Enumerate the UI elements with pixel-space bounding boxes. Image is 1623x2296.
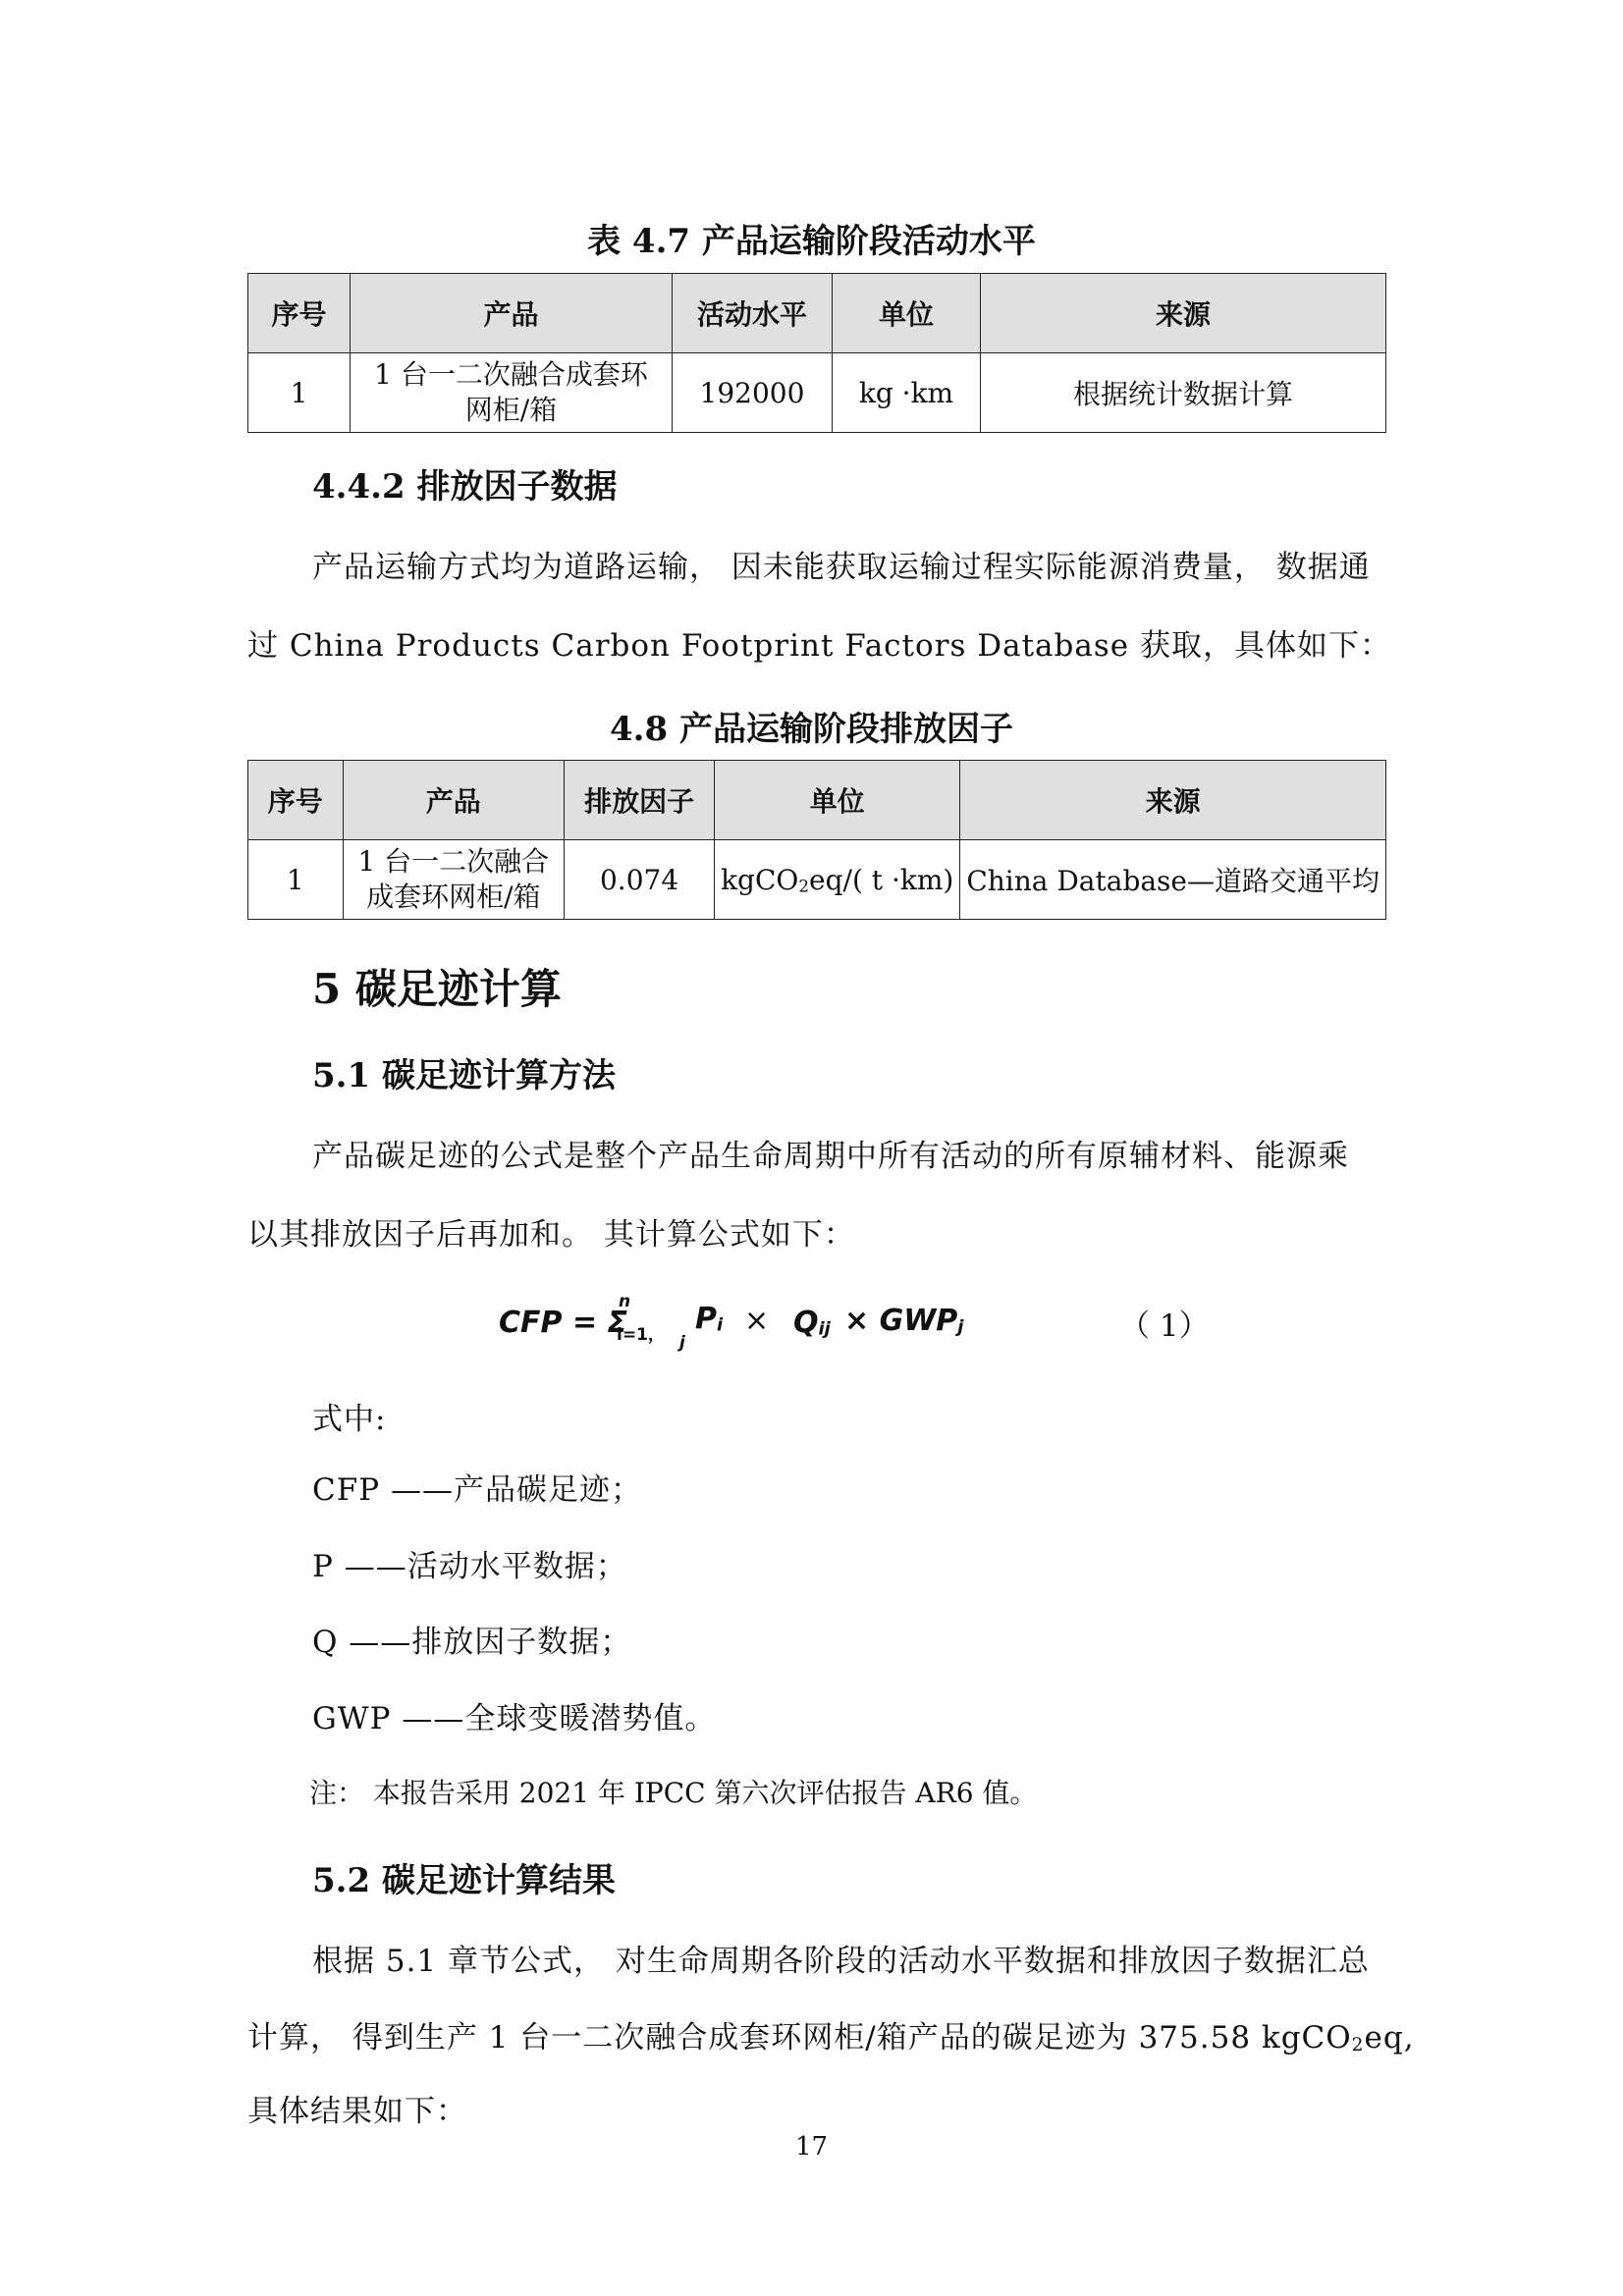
definition-q: Q ——排放因子数据；: [312, 1625, 632, 1660]
section-4-4-2-heading: 4.4.2 排放因子数据: [312, 467, 618, 507]
col-header-product: 产品: [343, 761, 565, 840]
formula-q-sub: ij: [818, 1318, 831, 1340]
note: 注： 本报告采用 2021 年 IPCC 第六次评估报告 AR6 值。: [309, 1777, 1038, 1809]
section-5-heading: 5 碳足迹计算: [312, 965, 562, 1013]
col-header-product: 产品: [351, 274, 673, 353]
formula-p-sub: i: [717, 1314, 724, 1336]
section-4-4-2-para-line2: 过 China Products Carbon Footprint Factors Database 获取，具体如下：: [247, 628, 1391, 664]
col-header-unit: 单位: [715, 761, 960, 840]
definition-gwp: GWP ——全球变暖潜势值。: [312, 1701, 717, 1736]
table-4-8-caption: 4.8 产品运输阶段排放因子: [610, 710, 1013, 749]
section-5-2-para-line1: 根据 5.1 章节公式， 对生命周期各阶段的活动水平数据和排放因子数据汇总: [312, 1944, 1370, 1979]
formula-number: （ 1）: [1119, 1308, 1210, 1344]
para-line2-sub: 2: [1351, 2034, 1365, 2056]
unit-sub: 2: [798, 876, 810, 896]
para-line2-pre: 计算， 得到生产 1 台一二次融合成套环网柜/箱产品的碳足迹为 375.58 kgCO: [247, 2020, 1352, 2056]
col-header-no: 序号: [248, 761, 344, 840]
section-5-2-heading: 5.2 碳足迹计算结果: [312, 1861, 616, 1900]
page-number: 17: [794, 2132, 829, 2162]
section-4-4-2-para-line1: 产品运输方式均为道路运输， 因未能获取运输过程实际能源消费量， 数据通: [312, 550, 1371, 585]
formula-sum-top: n: [619, 1292, 631, 1311]
formula-where-label: 式中:: [312, 1402, 387, 1437]
cell-product-line2: 网柜/箱: [464, 394, 558, 426]
formula-p: [695, 1302, 723, 1336]
formula-times: ×: [744, 1304, 770, 1338]
table-4-8: [247, 760, 1386, 920]
definition-p: P ——活动水平数据；: [312, 1549, 627, 1584]
cfp-formula: [499, 1292, 1088, 1355]
cell-unit: kg ·km: [833, 353, 981, 433]
cell-source: 根据统计数据计算: [981, 353, 1386, 433]
cell-activity-value: 192000: [673, 353, 833, 433]
formula-q: [793, 1306, 831, 1340]
formula-gwp-text: × GWP: [844, 1304, 958, 1338]
col-header-no: 序号: [248, 274, 351, 353]
formula-gwp-sub: j: [957, 1316, 964, 1338]
table-4-7: [247, 273, 1386, 433]
formula-sum-bottom: i=1，: [617, 1325, 665, 1345]
cell-source: China Database—道路交通平均: [960, 840, 1386, 920]
cell-factor-value: 0.074: [565, 840, 715, 920]
cell-unit: [715, 840, 960, 920]
formula-q-letter: Q: [793, 1306, 819, 1340]
formula-gwp: [844, 1304, 963, 1338]
table-4-7-caption: 表 4.7 产品运输阶段活动水平: [587, 222, 1036, 261]
definition-cfp: CFP ——产品碳足迹；: [312, 1472, 642, 1508]
section-5-1-para-line2: 以其排放因子后再加和。 其计算公式如下：: [247, 1217, 855, 1253]
formula-p-letter: P: [695, 1302, 717, 1336]
table-row: [248, 840, 1386, 920]
cell-no: 1: [248, 840, 344, 920]
col-header-activity: 活动水平: [673, 274, 833, 353]
section-5-2-para-line2: [247, 2012, 1415, 2056]
unit-pre: kgCO: [721, 863, 799, 896]
formula-j: j: [679, 1333, 685, 1353]
cell-product-line2: 成套环网柜/箱: [366, 881, 541, 913]
col-header-source: 来源: [960, 761, 1386, 840]
cell-product: [343, 840, 565, 920]
cell-product-line1: 1 台一二次融合成套环: [374, 358, 648, 391]
table-row: [248, 353, 1386, 433]
col-header-unit: 单位: [833, 274, 981, 353]
col-header-source: 来源: [981, 274, 1386, 353]
col-header-factor: 排放因子: [565, 761, 715, 840]
cell-product: [351, 353, 673, 433]
cell-product-line1: 1 台一二次融合: [357, 845, 550, 878]
formula-lhs: CFP = Σ: [499, 1306, 628, 1340]
para-line2-post: eq,: [1364, 2020, 1415, 2056]
cell-no: 1: [248, 353, 351, 433]
unit-post: eq/( t ·km): [809, 863, 954, 896]
section-5-1-para-line1: 产品碳足迹的公式是整个产品生命周期中所有活动的所有原辅材料、能源乘: [312, 1139, 1349, 1174]
section-5-2-para-line3: 具体结果如下：: [247, 2094, 467, 2129]
section-5-1-heading: 5.1 碳足迹计算方法: [312, 1056, 616, 1095]
